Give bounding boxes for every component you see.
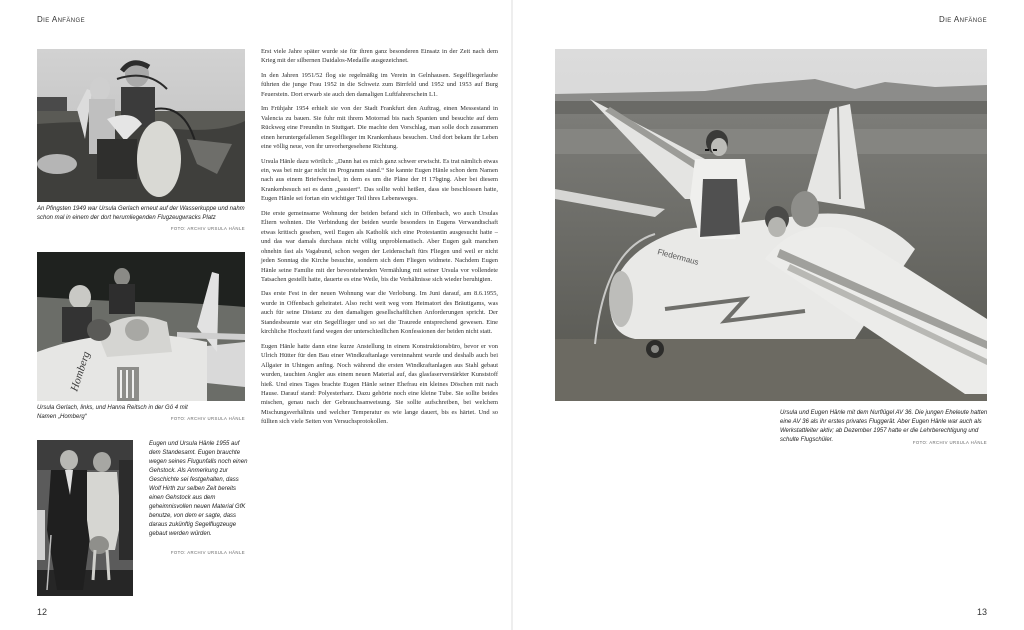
photo-credit: FOTO: ARCHIV URSULA HÄNLE	[170, 550, 245, 555]
photo-credit: FOTO: ARCHIV URSULA HÄNLE	[170, 416, 245, 421]
plane-lettering-homberg: Homberg	[68, 350, 93, 393]
photo-wedding-1955	[37, 440, 133, 596]
photo-credit: FOTO: ARCHIV URSULA HÄNLE	[170, 226, 245, 231]
body-paragraph: Das erste Fest in der neuen Wohnung war die Verlobung. Im Juni darauf, am 8.6.1955, wurde in Offenbach geheiratet. Also recht weit weg vom Heimatort des Bräutigams, was auch für seine Distanz zu den damaligen gesellschaftlichen Anforderungen spricht. Der Standesbeamte war ein Segelflieger und so sei die Traurede entsprechend gewesen. Eine kirchliche Hochzeit fand wegen der unterschiedlichen Konfessionen der beiden nicht statt.	[261, 290, 498, 336]
page-number-right: 13	[976, 607, 987, 617]
body-paragraph: Im Frühjahr 1954 erhielt sie von der Stadt Frankfurt den Auftrag, einen Messestand in Valencia zu bauen. Sie fuhr mit ihrem Motorrad bis nach Spanien und besuchte auf dem Rückweg eine Freundin in Stuttgart. Die machte den Vorschlag, man solle doch zusammen einen heruntergefallenen Segelflieger im Krankenhaus besuchen. Und dort bekam ihr Leben eine völlig neue, von ihr unvorhergesehene Richtung.	[261, 105, 498, 151]
photo-caption: Ursula und Eugen Hänle mit dem Nurflügel AV 36. Die jungen Eheleute hatten eine AV 36 als ihr erstes privates Fluggerät. Aber Eugen Hänle war auch als Werkstattleiter aktiv; ab Dezember 1957 hatte er die Lehrberechtigung und schulte Flugschüler.	[780, 410, 988, 443]
photo-caption: An Pfingsten 1949 war Ursula Gerlach erneut auf der Wasserkuppe und nahm schon mal in einem der dort herumliegenden Flugzeugwracks Platz	[37, 206, 245, 221]
body-text-column	[261, 47, 498, 432]
photo-caption: Ursula Gerlach, links, und Hanna Reitsch in der Gö 4 mit Namen „Homberg“	[37, 405, 188, 420]
body-paragraph: Erst viele Jahre später wurde sie für ihren ganz besonderen Einsatz in der Zeit nach dem Krieg mit der silbernen Daidalos-Medaille ausgezeichnet.	[261, 48, 498, 65]
spread-gutter	[511, 0, 513, 630]
body-paragraph: In den Jahren 1951/52 flog sie regelmäßig im Verein in Gelnhausen. Segelfliegerlaube führten die junge Frau 1952 in die Schweiz zum Birrfeld und 1952 und 1953 auf Burg Feuerstein. Dort erwarb sie auch den damaligen Luftfahrerschein L1.	[261, 71, 498, 98]
running-head-left: Die Anfänge	[37, 15, 85, 24]
photo-credit: FOTO: ARCHIV URSULA HÄNLE	[912, 440, 987, 445]
photo-av36-nurfluegel	[555, 49, 987, 401]
photo-caption: Eugen und Ursula Hänle 1955 auf dem Standesamt. Eugen brauchte wegen seines Flugunfalls noch einen Gehstock. Als Anmerkung zur Geschichte sei festgehalten, dass Wolf Hirth zur selben Zeit bereits einen Gehstock aus dem geheimnisvollen neuen Material GfK benutze, von dem er sagte, dass daraus zukünftig Segelflugzeuge gebaut werden würden.	[149, 441, 248, 537]
photo-wasserkuppe-wreck	[37, 49, 245, 202]
body-paragraph: Eugen Hänle hatte dann eine kurze Anstellung in einem Konstruktionsbüro, bevor er von Ulrich Hütter für den Bau einer Windkraftanlage vereinnahmt wurde und deshalb auch bei Allgaier in Uhingen anfing. Noch während die ersten Windkraftanlagen aus Stahl gebaut wurden, tauchten Angler aus einem neuen Material auf, das glasfaserverstärkter Kunststoff hieß. Und eines Tages brachte Eugen Hänle seiner Ehefrau ein kleines Döschen mit nach Hause. Darauf stand: Polyesterharz. Dazu gehörte noch eine kleine Tube. Sie sollte beides mischen, genau nach der Gebrauchsanweisung. Sie sollte aufschreiben, bei welchem Mischungsverhältnis und welcher Temperatur es wie lange dauert, bis es härtet. Und so füllten sich viele Seiten von Versuchsprotokollen.	[261, 342, 498, 426]
plane-lettering-fledermaus: Fledermaus	[656, 247, 700, 267]
body-paragraph: Ursula Hänle dazu wörtlich: „Dann hat es mich ganz schwer erwischt. Es trat nämlich etwas ein, was bei mir gar nicht im Programm stand.“ Sie kannte Eugen Hänle schon dem Namen nach aus einem Briefwechsel, in dem es um die Pläne der H 17bging. Aber bei diesem Krankenbesuch sei es dann „passiert“. Das sollte wohl heißen, dass sie beschlossen hatte, Eugen Hänle sei fortan ein wichtiger Teil ihres Lebensweges.	[261, 157, 498, 203]
page-number-left: 12	[37, 607, 48, 617]
body-paragraph: Die erste gemeinsame Wohnung der beiden befand sich in Offenbach, wo auch Ursulas Eltern wohnten. Die Verbindung der beiden wurde besonders in Eugens Verwandtschaft etwas kritisch gesehen, weil Eugen als Katholik sich eine Protestantin ausgesucht hatte – und das war damals durchaus nicht völlig unproblematisch. Aber Eugen galt manchen ohnehin fast als Vagabund, schon wegen der Leidenschaft fürs Fliegen und weil er nicht jeden Sonntag die Kirche besuchte, sondern sich dem Fliegen widmete. Nachdem Eugen Hänle seine Familie mit der bevorstehenden Vermählung mit seiner Ursula vor vollendete Tatsachen gestellt hatte, dauerte es eine Weile, bis die Verhältnisse sich wieder beruhigten.	[261, 209, 498, 283]
running-head-right: Die Anfänge	[939, 15, 987, 24]
photo-goe4-homberg	[37, 252, 245, 401]
